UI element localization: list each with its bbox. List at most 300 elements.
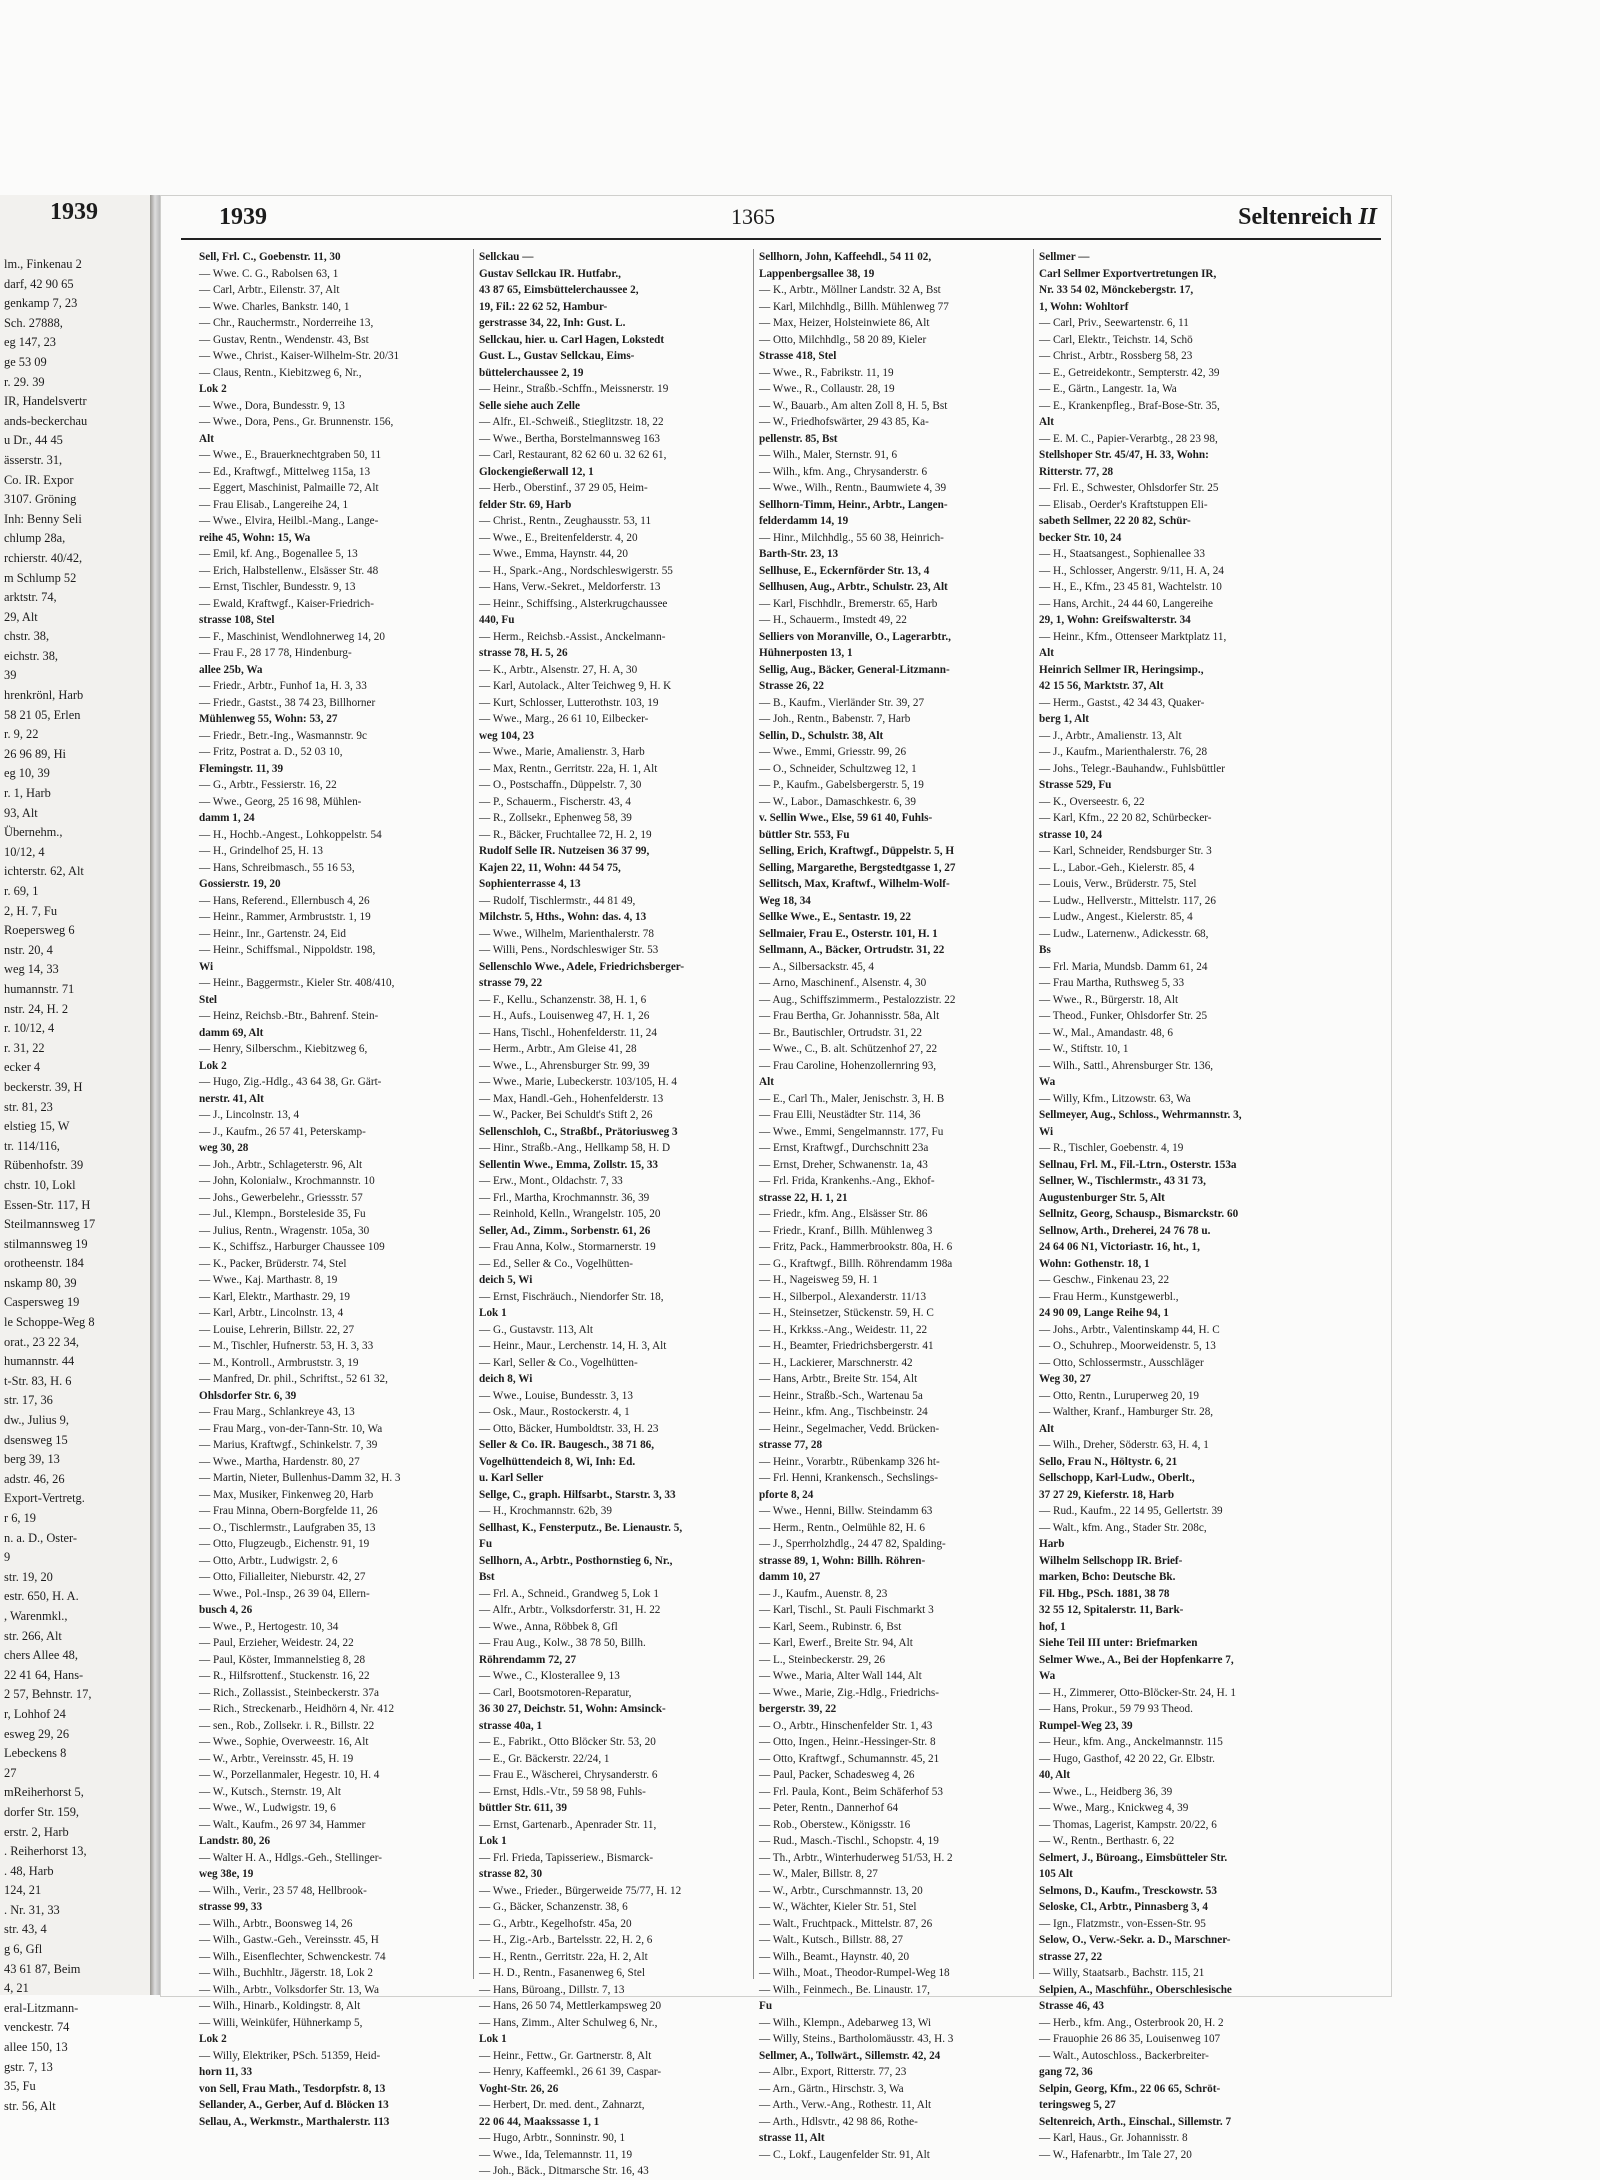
directory-entry-line: — Wwe., Louise, Bundesstr. 3, 13 xyxy=(479,1389,633,1402)
directory-entry-line: strasse 40a, 1 xyxy=(479,1719,543,1732)
directory-entry-line: — Wilh., Verir., 23 57 48, Hellbrook- xyxy=(199,1884,367,1897)
directory-entry-line: — Kurt, Schlosser, Lutterothstr. 103, 19 xyxy=(479,696,659,709)
directory-entry-line: — Frl. A., Schneid., Grandweg 5, Lok 1 xyxy=(479,1587,659,1600)
directory-entry-line: Gustav Sellckau IR. Hutfabr., xyxy=(479,267,621,280)
directory-entry-line: — E., Krankenpfleg., Braf-Bose-Str. 35, xyxy=(1039,399,1220,412)
directory-entry-line: — Heinz, Reichsb.-Btr., Bahrenf. Stein- xyxy=(199,1010,379,1022)
facing-page-line: allee 150, 13 xyxy=(4,2040,68,2055)
directory-entry-line: Sellhusen, Aug., Arbtr., Schulstr. 23, Alt xyxy=(759,581,948,593)
directory-entry-line: v. Sellin Wwe., Else, 59 61 40, Fuhls- xyxy=(759,812,933,824)
directory-entry-line: Fu xyxy=(479,1538,493,1550)
directory-entry-line: Stel xyxy=(199,993,218,1006)
directory-entry-line: — Wwe., Martha, Hardenstr. 80, 27 xyxy=(199,1455,360,1468)
directory-entry-line: — Wwe., E., Breitenfelderstr. 4, 20 xyxy=(479,531,638,544)
facing-page-line: nstr. 20, 4 xyxy=(4,942,53,957)
facing-page-line: 124, 21 xyxy=(4,1883,42,1898)
directory-entry-line: — Hugo, Arbtr., Sonninstr. 90, 1 xyxy=(479,2132,626,2144)
directory-entry-line: — Paul, Erzieher, Weidestr. 24, 22 xyxy=(199,1637,354,1649)
facing-page-line: beckerstr. 39, H xyxy=(4,1079,83,1094)
directory-entry-line: Lok 1 xyxy=(479,1307,507,1319)
directory-entry-line: — Ed., Kraftwgf., Mittelweg 115a, 13 xyxy=(199,465,371,478)
directory-entry-line: Alt xyxy=(199,432,214,445)
directory-entry-line: — Wwe., Marie, Lubeckerstr. 103/105, H. 4 xyxy=(479,1076,678,1088)
directory-entry-line: Seltenreich, Arth., Einschal., Sillemstr. 7 xyxy=(1039,2115,1232,2128)
directory-entry-line: Sellge, C., graph. Hilfsarbt., Starstr. 3, 33 xyxy=(479,1488,676,1501)
facing-page-line: Caspersweg 19 xyxy=(4,1295,80,1310)
directory-entry-line: büttler Str. 553, Fu xyxy=(759,828,850,841)
facing-page-line: str. 17, 36 xyxy=(4,1393,53,1408)
facing-page-line: berg 39, 13 xyxy=(4,1452,60,1467)
directory-entry-line: — Otto, Rentn., Luruperweg 20, 19 xyxy=(1039,1389,1200,1402)
facing-page-line: ands-beckerchau xyxy=(4,413,88,428)
directory-entry-line: Seller, Ad., Zimm., Sorbenstr. 61, 26 xyxy=(479,1224,651,1237)
directory-entry-line: — Otto, Flugzeugb., Eichenstr. 91, 19 xyxy=(199,1538,370,1550)
directory-entry-line: — Heinr., Kfm., Ottenseer Marktplatz 11, xyxy=(1039,630,1227,643)
directory-entry-line: Selliers von Moranville, O., Lagerarbtr., xyxy=(759,630,951,643)
facing-page-line: gstr. 7, 13 xyxy=(4,2059,53,2074)
facing-page-line: chlump 28a, xyxy=(4,531,66,546)
directory-entry-line: Sellmann, A., Bäcker, Ortrudstr. 31, 22 xyxy=(759,944,945,956)
directory-entry-line: Selmons, D., Kaufm., Tresckowstr. 53 xyxy=(1039,1884,1217,1897)
directory-entry-line: Selpien, A., Maschführ., Oberschlesische xyxy=(1039,1983,1232,1996)
directory-entry-line: — Ernst, Tischler, Bundesstr. 9, 13 xyxy=(199,581,356,593)
facing-page-line: Co. IR. Expor xyxy=(4,472,74,487)
directory-entry-line: — Wwe., E., Brauerknechtgraben 50, 11 xyxy=(199,449,382,461)
directory-entry-line: — J., Kaufm., 26 57 41, Peterskamp- xyxy=(199,1125,366,1138)
directory-entry-line: büttler Str. 611, 39 xyxy=(479,1802,567,1814)
directory-entry-line: Ohlsdorfer Str. 6, 39 xyxy=(199,1389,297,1402)
directory-entry-line: — H., Schauerm., Imstedt 49, 22 xyxy=(759,614,907,626)
directory-entry-line: — Wwe. Charles, Bankstr. 140, 1 xyxy=(199,300,350,313)
facing-page-line: chstr. 10, Lokl xyxy=(4,1177,76,1192)
directory-entry-line: — Hans, Tischl., Hohenfelderstr. 11, 24 xyxy=(479,1026,657,1039)
directory-entry-line: — Walt., Kaufm., 26 97 34, Hammer xyxy=(199,1818,366,1831)
directory-entry-line: — Rud., Kaufm., 22 14 95, Gellertstr. 39 xyxy=(1039,1505,1223,1517)
directory-entry-line: — F., Kellu., Schanzenstr. 38, H. 1, 6 xyxy=(479,993,647,1006)
facing-page-line: 9 xyxy=(4,1550,11,1565)
directory-entry-line: — Herb., Oberstinf., 37 29 05, Heim- xyxy=(479,482,648,494)
directory-entry-line: weg 30, 28 xyxy=(199,1142,249,1154)
facing-page-line: 2 57, Behnstr. 17, xyxy=(4,1687,92,1702)
directory-entry-line: — Wwe., Henni, Billw. Steindamm 63 xyxy=(759,1505,933,1517)
facing-page-line: chstr. 38, xyxy=(4,629,50,644)
directory-entry-line: — Wwe., Georg, 25 16 98, Mühlen- xyxy=(199,795,362,808)
directory-entry-line: — W., Mal., Amandastr. 48, 6 xyxy=(1039,1026,1173,1039)
directory-entry-line: — Wilh., Eisenflechter, Schwenckestr. 74 xyxy=(199,1950,386,1963)
page-number: 1365 xyxy=(731,204,775,229)
directory-entry-line: — Walter H. A., Hdlgs.-Geh., Stellinger- xyxy=(199,1851,382,1864)
facing-page-line: ecker 4 xyxy=(4,1060,41,1075)
facing-page-line: str. 81, 23 xyxy=(4,1099,53,1114)
directory-entry-line: hof, 1 xyxy=(1039,1620,1066,1633)
directory-entry-line: allee 25b, Wa xyxy=(199,663,263,676)
directory-entry-line: — Hans, Arbtr., Breite Str. 154, Alt xyxy=(759,1373,918,1385)
directory-entry-line: — Emil, kf. Ang., Bogenallee 5, 13 xyxy=(199,548,358,560)
directory-entry-line: strasse 79, 22 xyxy=(479,977,543,989)
directory-entry-line: — Herb., kfm. Ang., Osterbrook 20, H. 2 xyxy=(1039,2016,1224,2029)
directory-entry-line: sabeth Sellmer, 22 20 82, Schür- xyxy=(1039,515,1191,527)
directory-entry-line: — K., Schiffsz., Harburger Chaussee 109 xyxy=(199,1241,385,1253)
directory-entry-line: strasse 11, Alt xyxy=(759,2132,825,2144)
directory-entry-line: — B., Kaufm., Vierländer Str. 39, 27 xyxy=(759,696,925,709)
directory-entry-line: — Otto, Arbtr., Ludwigstr. 2, 6 xyxy=(199,1554,338,1567)
directory-entry-line: — H., Staatsangest., Sophienallee 33 xyxy=(1039,548,1205,560)
directory-entry-line: — K., Arbtr., Alsenstr. 27, H. A, 30 xyxy=(479,663,638,676)
directory-entry-line: Ritterstr. 77, 28 xyxy=(1039,465,1114,478)
directory-entry-line: — Alfr., Arbtr., Volksdorferstr. 31, H. 22 xyxy=(479,1604,661,1616)
directory-entry-line: — Wilh., Dreher, Söderstr. 63, H. 4, 1 xyxy=(1039,1439,1209,1451)
facing-page-line: str. 19, 20 xyxy=(4,1569,53,1584)
directory-entry-line: — G., Kraftwgf., Billh. Röhrendamm 198a xyxy=(759,1257,953,1270)
directory-entry-line: deich 8, Wi xyxy=(479,1373,533,1385)
directory-entry-line: u. Karl Seller xyxy=(479,1472,544,1484)
facing-page-left xyxy=(0,195,152,2113)
directory-entry-line: — Frau Minna, Obern-Borgfelde 11, 26 xyxy=(199,1505,378,1517)
directory-entry-line: Sellnow, Arth., Dreherei, 24 76 78 u. xyxy=(1039,1224,1211,1237)
directory-entry-line: — K., Arbtr., Möllner Landstr. 32 A, Bst xyxy=(759,284,941,296)
column-4 xyxy=(1039,249,1297,2161)
directory-entry-line: — Eggert, Maschinist, Palmaille 72, Alt xyxy=(199,482,379,494)
directory-entry-line: — Karl, Seller & Co., Vogelhütten- xyxy=(479,1356,638,1369)
directory-entry-line: Selmert, J., Büroang., Eimsbütteler Str. xyxy=(1039,1851,1228,1864)
directory-entry-line: — H., Spark.-Ang., Nordschleswigerstr. 55 xyxy=(479,564,673,577)
directory-entry-line: — W., Rentn., Berthastr. 6, 22 xyxy=(1039,1835,1175,1847)
facing-page-line: r. 10/12, 4 xyxy=(4,1021,55,1036)
directory-entry-line: — Wilh., Arbtr., Boonsweg 14, 26 xyxy=(199,1917,353,1930)
directory-entry-line: — Otto, Filialleiter, Nieburstr. 42, 27 xyxy=(199,1571,366,1583)
directory-entry-line: — H., Rentn., Gerritstr. 22a, H. 2, Alt xyxy=(479,1950,648,1963)
directory-entry-line: Lok 2 xyxy=(199,383,227,395)
directory-entry-line: Vogelhüttendeich 8, Wi, Inh: Ed. xyxy=(479,1455,636,1468)
directory-entry-line: Sellander, A., Gerber, Auf d. Blöcken 13 xyxy=(199,2099,389,2111)
directory-entry-line: Stellshoper Str. 45/47, H. 33, Wohn: xyxy=(1039,449,1209,461)
directory-entry-line: — Wwe., P., Hertogestr. 10, 34 xyxy=(199,1620,339,1633)
directory-entry-line: 32 55 12, Spitalerstr. 11, Bark- xyxy=(1039,1604,1184,1616)
directory-entry-line: — Wwe., Ida, Telemannstr. 11, 19 xyxy=(479,2148,633,2161)
directory-entry-line: — Arno, Maschinenf., Alsenstr. 4, 30 xyxy=(759,977,927,989)
directory-entry-line: Weg 30, 27 xyxy=(1039,1373,1091,1385)
directory-entry-line: — C., Lokf., Laugenfelder Str. 91, Alt xyxy=(759,2148,930,2161)
directory-entry-line: — E., Carl Th., Maler, Jenischstr. 3, H. B xyxy=(759,1092,945,1105)
directory-entry-line: — Wwe., Christ., Kaiser-Wilhelm-Str. 20/31 xyxy=(199,350,400,362)
directory-entry-line: Lok 2 xyxy=(199,1059,227,1072)
directory-entry-line: — Wilh., Buchhltr., Jägerstr. 18, Lok 2 xyxy=(199,1967,373,1979)
directory-entry-line: Alt xyxy=(1039,647,1054,659)
directory-entry-line: — Friedr., Arbtr., Funhof 1a, H. 3, 33 xyxy=(199,680,367,692)
directory-entry-line: Sello, Frau N., Höltystr. 6, 21 xyxy=(1039,1455,1178,1468)
facing-page-line: weg 14, 33 xyxy=(4,962,59,977)
directory-entry-line: — H., Aufs., Louisenweg 47, H. 1, 26 xyxy=(479,1010,650,1022)
directory-entry-line: — W., Porzellanmaler, Hegestr. 10, H. 4 xyxy=(199,1769,380,1781)
directory-entry-line: Gossierstr. 19, 20 xyxy=(199,878,281,890)
directory-entry-line: damm 1, 24 xyxy=(199,812,255,824)
directory-entry-line: — Thomas, Lagerist, Kampstr. 20/22, 6 xyxy=(1039,1818,1217,1831)
directory-entry-line: 24 90 09, Lange Reihe 94, 1 xyxy=(1039,1307,1169,1319)
directory-entry-line: 24 64 06 N1, Victoriastr. 16, ht., 1, xyxy=(1039,1241,1200,1253)
directory-entry-line: — Wwe., Marie, Amalienstr. 3, Harb xyxy=(479,746,645,758)
facing-page-line: g 6, Gfl xyxy=(4,1942,43,1957)
directory-entry-line: 29, 1, Wohn: Greifswalterstr. 34 xyxy=(1039,614,1191,626)
directory-entry-line: — Heinr., Baggermstr., Kieler Str. 408/410, xyxy=(199,977,395,989)
facing-page-line: humannstr. 44 xyxy=(4,1354,75,1369)
directory-entry-line: — H., E., Kfm., 23 45 81, Wachtelstr. 10 xyxy=(1039,581,1222,593)
directory-entry-line: strasse 22, H. 1, 21 xyxy=(759,1191,848,1204)
directory-entry-line: — Hinr., Straßb.-Ang., Hellkamp 58, H. D xyxy=(479,1142,671,1154)
directory-entry-line: — Otto, Schlossermstr., Ausschläger xyxy=(1039,1356,1204,1369)
directory-entry-line: Sellentin Wwe., Emma, Zollstr. 15, 33 xyxy=(479,1158,659,1171)
directory-entry-line: bergerstr. 39, 22 xyxy=(759,1703,837,1715)
directory-entry-line: Alt xyxy=(1039,416,1054,428)
directory-entry-line: — Ernst, Kraftwgf., Durchschnitt 23a xyxy=(759,1142,929,1154)
facing-page-line: Übernehm., xyxy=(4,825,63,840)
directory-entry-line: — Karl, Elektr., Marthastr. 29, 19 xyxy=(199,1290,351,1303)
facing-page-line: Roepersweg 6 xyxy=(4,923,75,938)
directory-entry-line: — Walt., kfm. Ang., Stader Str. 208c, xyxy=(1039,1521,1207,1534)
directory-entry-line: — Hans, Büroang., Dillstr. 7, 13 xyxy=(479,1983,625,1996)
directory-entry-line: — Wilh., Gastw.-Geh., Vereinsstr. 45, H xyxy=(199,1934,379,1946)
directory-entry-line: Lok 1 xyxy=(479,2033,507,2045)
directory-entry-line: teringsweg 5, 27 xyxy=(1039,2099,1116,2111)
directory-entry-line: — Arn., Gärtn., Hirschstr. 3, Wa xyxy=(759,2082,904,2095)
directory-entry-line: Weg 18, 34 xyxy=(759,894,811,907)
directory-entry-line: — Frl. E., Schwester, Ohlsdorfer Str. 25 xyxy=(1039,482,1219,494)
directory-entry-line: — Frl., Martha, Krochmannstr. 36, 39 xyxy=(479,1191,650,1204)
directory-entry-line: Sellnitz, Georg, Schausp., Bismarckstr. 60 xyxy=(1039,1208,1239,1220)
directory-entry-line: — Wwe., Marg., 26 61 10, Eilbecker- xyxy=(479,713,649,725)
directory-entry-line: — Erw., Mont., Oldachstr. 7, 33 xyxy=(479,1175,623,1187)
directory-entry-line: — Wwe., Elvira, Heilbl.-Mang., Lange- xyxy=(199,515,379,527)
directory-entry-line: — O., Postschaffn., Düppelstr. 7, 30 xyxy=(479,779,642,791)
directory-entry-line: — Jul., Klempn., Borsteleside 35, Fu xyxy=(199,1208,366,1220)
running-title-part: II xyxy=(1358,204,1377,230)
directory-entry-line: reihe 45, Wohn: 15, Wa xyxy=(199,531,311,544)
directory-entry-line: — Willi, Weinküfer, Hühnerkamp 5, xyxy=(199,2016,363,2029)
directory-entry-line: — Wwe., Kaj. Marthastr. 8, 19 xyxy=(199,1274,338,1286)
facing-page-line: humannstr. 71 xyxy=(4,981,75,996)
directory-entry-line: strasse 108, Stel xyxy=(199,614,275,626)
directory-entry-line: büttelerchaussee 2, 19 xyxy=(479,366,584,379)
directory-entry-line: Nr. 33 54 02, Mönckebergstr. 17, xyxy=(1039,284,1194,296)
directory-entry-line: Sellke Wwe., E., Sentastr. 19, 22 xyxy=(759,911,911,923)
running-title-name: Seltenreich xyxy=(1238,204,1353,230)
column-divider xyxy=(753,249,754,1979)
facing-page-line: orat., 23 22 34, xyxy=(4,1334,80,1349)
directory-entry-line: — Martin, Nieter, Bullenhus-Damm 32, H. 3 xyxy=(199,1472,401,1484)
directory-entry-line: becker Str. 10, 24 xyxy=(1039,531,1122,544)
directory-entry-line: — Wwe., Marg., Knickweg 4, 39 xyxy=(1039,1802,1189,1814)
facing-page-line: Rübenhofstr. 39 xyxy=(4,1158,84,1173)
directory-entry-line: — Karl, Autolack., Alter Teichweg 9, H. K xyxy=(479,680,672,692)
facing-page-line: Sch. 27888, xyxy=(4,315,63,330)
directory-entry-line: — Walther, Kranf., Hamburger Str. 28, xyxy=(1039,1406,1214,1418)
directory-entry-line: Flemingstr. 11, 39 xyxy=(199,762,284,775)
page-year: 1939 xyxy=(219,204,267,230)
directory-entry-line: — sen., Rob., Zollsekr. i. R., Billstr. 22 xyxy=(199,1719,375,1732)
directory-entry-line: Strasse 26, 22 xyxy=(759,680,824,692)
facing-page-line: lm., Finkenau 2 xyxy=(4,257,82,271)
directory-entry-line: Alt xyxy=(1039,1422,1054,1435)
facing-page-line: nskamp 80, 39 xyxy=(4,1275,77,1290)
directory-entry-line: Sellenschloh, C., Straßbf., Prätoriusweg 3 xyxy=(479,1125,678,1138)
directory-entry-line: — J., Kaufm., Marienthalerstr. 76, 28 xyxy=(1039,746,1208,758)
directory-entry-line: — Wwe., Pol.-Insp., 26 39 04, Ellern- xyxy=(199,1587,370,1600)
directory-entry-line: — G., Gustavstr. 113, Alt xyxy=(479,1323,593,1336)
directory-entry-line: Selow, O., Verw.-Sekr. a. D., Marschner- xyxy=(1039,1934,1231,1946)
directory-entry-line: — Wwe., Sophie, Overweestr. 16, Alt xyxy=(199,1736,369,1748)
directory-entry-line: — Hans, Referend., Ellernbusch 4, 26 xyxy=(199,894,370,907)
directory-entry-line: — Friedr., kfm. Ang., Elsässer Str. 86 xyxy=(759,1208,928,1220)
directory-entry-line: — F., Maschinist, Wendlohnerweg 14, 20 xyxy=(199,630,385,643)
facing-page-line: r, Lohhof 24 xyxy=(4,1706,66,1721)
directory-entry-line: Siehe Teil III unter: Briefmarken xyxy=(1039,1637,1198,1649)
directory-entry-line: — Max, Handl.-Geh., Hohenfelderstr. 13 xyxy=(479,1092,664,1105)
directory-entry-line: strasse 82, 30 xyxy=(479,1868,543,1880)
facing-page-line: Inh: Benny Seli xyxy=(4,511,82,526)
directory-entry-line: — Wwe., Wilhelm, Marienthalerstr. 78 xyxy=(479,927,654,940)
directory-entry-line: Sellmeyer, Aug., Schloss., Wehrmannstr. 3, xyxy=(1039,1109,1242,1121)
directory-entry-line: Lok 1 xyxy=(479,1835,507,1847)
directory-entry-line: — H., Krochmannstr. 62b, 39 xyxy=(479,1505,612,1517)
facing-page-line: IR, Handelsvertr xyxy=(4,394,87,409)
directory-entry-line: — O., Schuhrep., Moorweidenstr. 5, 13 xyxy=(1039,1340,1216,1352)
directory-entry-line: Sellmaier, Frau E., Osterstr. 101, H. 1 xyxy=(759,927,938,940)
directory-entry-line: felderdamm 14, 19 xyxy=(759,515,849,527)
directory-entry-line: Seloske, Cl., Arbtr., Pinnasberg 3, 4 xyxy=(1039,1901,1208,1913)
directory-entry-line: — M., Tischler, Hufnerstr. 53, H. 3, 33 xyxy=(199,1340,374,1352)
facing-page-line: 26 96 89, Hi xyxy=(4,746,66,761)
book-binding xyxy=(150,195,160,1995)
directory-entry-line: — Frau Elli, Neustädter Str. 114, 36 xyxy=(759,1109,921,1121)
directory-entry-line: Sellschopp, Karl-Ludw., Oberlt., xyxy=(1039,1472,1195,1484)
directory-entry-line: — Karl, Fischhdlr., Bremerstr. 65, Harb xyxy=(759,597,938,610)
directory-entry-line: — Carl, Elektr., Teichstr. 14, Schö xyxy=(1039,333,1193,346)
directory-entry-line: Sellhorn-Timm, Heinr., Arbtr., Langen- xyxy=(759,498,948,511)
directory-entry-line: — Otto, Bäcker, Humboldtstr. 33, H. 23 xyxy=(479,1422,659,1435)
directory-entry-line: — H., Krkkss.-Ang., Weidestr. 11, 22 xyxy=(759,1323,928,1336)
directory-entry-line: berg 1, Alt xyxy=(1039,713,1090,725)
directory-entry-line: — Ewald, Kraftwgf., Kaiser-Friedrich- xyxy=(199,597,374,610)
directory-entry-line: — W., Arbtr., Vereinsstr. 45, H. 19 xyxy=(199,1752,354,1765)
directory-entry-line: Hühnerposten 13, 1 xyxy=(759,647,853,659)
directory-entry-line: weg 104, 23 xyxy=(479,729,534,742)
directory-entry-line: — Walt., Kutsch., Billstr. 88, 27 xyxy=(759,1934,904,1946)
directory-entry-line: — Hans, Prokur., 59 79 93 Theod. xyxy=(1039,1703,1193,1715)
directory-entry-line: Sophienterrasse 4, 13 xyxy=(479,878,581,890)
directory-entry-line: — Heinr., kfm. Ang., Tischbeinstr. 24 xyxy=(759,1406,928,1418)
directory-entry-line: — P., Kaufm., Gabelsbergerstr. 5, 19 xyxy=(759,779,924,791)
directory-page xyxy=(160,195,1392,2177)
directory-entry-line: — Aug., Schiffszimmerm., Pestalozzistr. 22 xyxy=(759,993,956,1006)
facing-page-line: rchierstr. 40/42, xyxy=(4,550,83,565)
directory-entry-line: Wa xyxy=(1039,1076,1056,1088)
directory-entry-line: — Heinr., Rammer, Armbruststr. 1, 19 xyxy=(199,911,371,923)
facing-page-line: 3107. Gröning xyxy=(4,492,77,507)
facing-page-line: 29, Alt xyxy=(4,609,38,624)
directory-entry-line: — Gustav, Rentn., Wendenstr. 43, Bst xyxy=(199,333,369,346)
directory-entry-line: Wi xyxy=(199,960,214,973)
directory-entry-line: — P., Schauerm., Fischerstr. 43, 4 xyxy=(479,795,631,808)
facing-page-line: 58 21 05, Erlen xyxy=(4,707,81,722)
directory-entry-line: 40, Alt xyxy=(1039,1769,1071,1781)
directory-entry-line: — Karl, Tischl., St. Pauli Fischmarkt 3 xyxy=(759,1604,934,1616)
directory-entry-line: — Wilh., Hinarb., Koldingstr. 8, Alt xyxy=(199,2000,361,2012)
directory-entry-line: — Heur., kfm. Ang., Anckelmannstr. 115 xyxy=(1039,1736,1223,1748)
directory-entry-line: strasse 77, 28 xyxy=(759,1439,823,1451)
facing-page-line: . 48, Harb xyxy=(4,1863,54,1878)
facing-page-line: adstr. 46, 26 xyxy=(4,1471,65,1486)
directory-entry-line: — Wwe., L., Ahrensburger Str. 99, 39 xyxy=(479,1059,650,1072)
directory-entry-line: — K., Packer, Brüderstr. 74, Stel xyxy=(199,1257,347,1270)
directory-entry-line: — Marius, Kraftwgf., Schinkelstr. 7, 39 xyxy=(199,1439,378,1451)
directory-entry-line: — Claus, Rentn., Kiebitzweg 6, Nr., xyxy=(199,366,362,379)
directory-entry-line: — Reinhold, Kelln., Wrangelstr. 105, 20 xyxy=(479,1208,661,1220)
directory-entry-line: — Hans, Verw.-Sekret., Meldorferstr. 13 xyxy=(479,581,661,593)
directory-entry-line: von Sell, Frau Math., Tesdorpfstr. 8, 13 xyxy=(199,2082,386,2095)
directory-entry-line: — O., Tischlermstr., Laufgraben 35, 13 xyxy=(199,1521,376,1534)
directory-entry-line: Sellitsch, Max, Kraftwf., Wilhelm-Wolf- xyxy=(759,878,950,890)
facing-page-line: str. 43, 4 xyxy=(4,1922,47,1937)
directory-entry-line: Lok 2 xyxy=(199,2033,227,2045)
directory-entry-line: strasse 89, 1, Wohn: Billh. Röhren- xyxy=(759,1554,926,1567)
facing-page-line: eichstr. 38, xyxy=(4,648,59,663)
directory-entry-line: nerstr. 41, Alt xyxy=(199,1092,264,1105)
directory-entry-line: Sellhast, K., Fensterputz., Be. Lienaustr. 5, xyxy=(479,1521,683,1534)
directory-entry-line: — Ludw., Hellverstr., Mittelstr. 117, 26 xyxy=(1039,894,1216,907)
directory-entry-line: — Wilh., Sattl., Ahrensburger Str. 136, xyxy=(1039,1059,1214,1072)
directory-entry-line: Milchstr. 5, Hths., Wohn: das. 4, 13 xyxy=(479,911,647,923)
directory-entry-line: pforte 8, 24 xyxy=(759,1488,814,1501)
directory-entry-line: — Ernst, Gartenarb., Apenrader Str. 11, xyxy=(479,1818,657,1831)
facing-page-line: r. 29. 39 xyxy=(4,374,45,389)
header-rule xyxy=(181,238,1381,240)
facing-page-year: 1939 xyxy=(50,199,98,225)
facing-page-line: 93, Alt xyxy=(4,805,38,820)
directory-entry-line: — Otto, Kraftwgf., Schumannstr. 45, 21 xyxy=(759,1752,940,1765)
directory-entry-line: — G., Bäcker, Schanzenstr. 38, 6 xyxy=(479,1901,628,1913)
facing-page-line: 10/12, 4 xyxy=(4,844,45,859)
directory-entry-line: — Rob., Oberstew., Königsstr. 16 xyxy=(759,1818,911,1831)
directory-entry-line: — J., Sperrholzhdlg., 24 47 82, Spalding- xyxy=(759,1538,946,1550)
directory-entry-line: — Heinr., Straßb.-Schffn., Meissnerstr. 19 xyxy=(479,383,669,395)
directory-entry-line: — O., Arbtr., Hinschenfelder Str. 1, 43 xyxy=(759,1719,933,1732)
directory-entry-line: Wilhelm Sellschopp IR. Brief- xyxy=(1039,1554,1183,1567)
directory-entry-line: Röhrendamm 72, 27 xyxy=(479,1653,577,1666)
directory-entry-line: — Herm., Reichsb.-Assist., Anckelmann- xyxy=(479,630,666,643)
directory-entry-line: — Wwe., Emmi, Sengelmannstr. 177, Fu xyxy=(759,1125,944,1138)
directory-entry-line: — H., Beamter, Friedrichsbergerstr. 41 xyxy=(759,1340,934,1352)
facing-page-line: Lebeckens 8 xyxy=(4,1746,67,1761)
facing-page-line: arktstr. 74, xyxy=(4,590,57,605)
facing-page-line: ge 53 09 xyxy=(4,354,47,369)
directory-entry-line: — R., Hilfsrottenf., Stuckenstr. 16, 22 xyxy=(199,1670,370,1682)
directory-entry-line: — Hans, Zimm., Alter Schulweg 6, Nr., xyxy=(479,2016,658,2029)
column-divider xyxy=(1033,249,1034,1979)
directory-entry-line: Alt xyxy=(759,1076,774,1088)
directory-entry-line: — Elisab., Oerder's Kraftstuppen Eli- xyxy=(1039,498,1208,511)
facing-page-line: estr. 650, H. A. xyxy=(4,1589,79,1604)
directory-entry-line: — M., Kontroll., Armbruststr. 3, 19 xyxy=(199,1356,359,1369)
directory-entry-line: — Joh., Arbtr., Schlageterstr. 96, Alt xyxy=(199,1158,363,1171)
directory-entry-line: — Willy, Elektriker, PSch. 51359, Heid- xyxy=(199,2049,381,2062)
facing-page-line: r. 9, 22 xyxy=(4,727,39,742)
directory-entry-line: — Fritz, Postrat a. D., 52 03 10, xyxy=(199,746,343,758)
facing-page-line: 43 61 87, Beim xyxy=(4,1961,81,1976)
directory-entry-line: — Friedr., Betr.-Ing., Wasmannstr. 9c xyxy=(199,729,367,742)
facing-page-line: hrenkrönl, Harb xyxy=(4,688,84,703)
directory-entry-line: — Geschw., Finkenau 23, 22 xyxy=(1039,1274,1170,1286)
directory-entry-line: — W., Hafenarbtr., Im Tale 27, 20 xyxy=(1039,2148,1192,2161)
directory-entry-line: — Wwe., C., B. alt. Schützenhof 27, 22 xyxy=(759,1043,938,1055)
